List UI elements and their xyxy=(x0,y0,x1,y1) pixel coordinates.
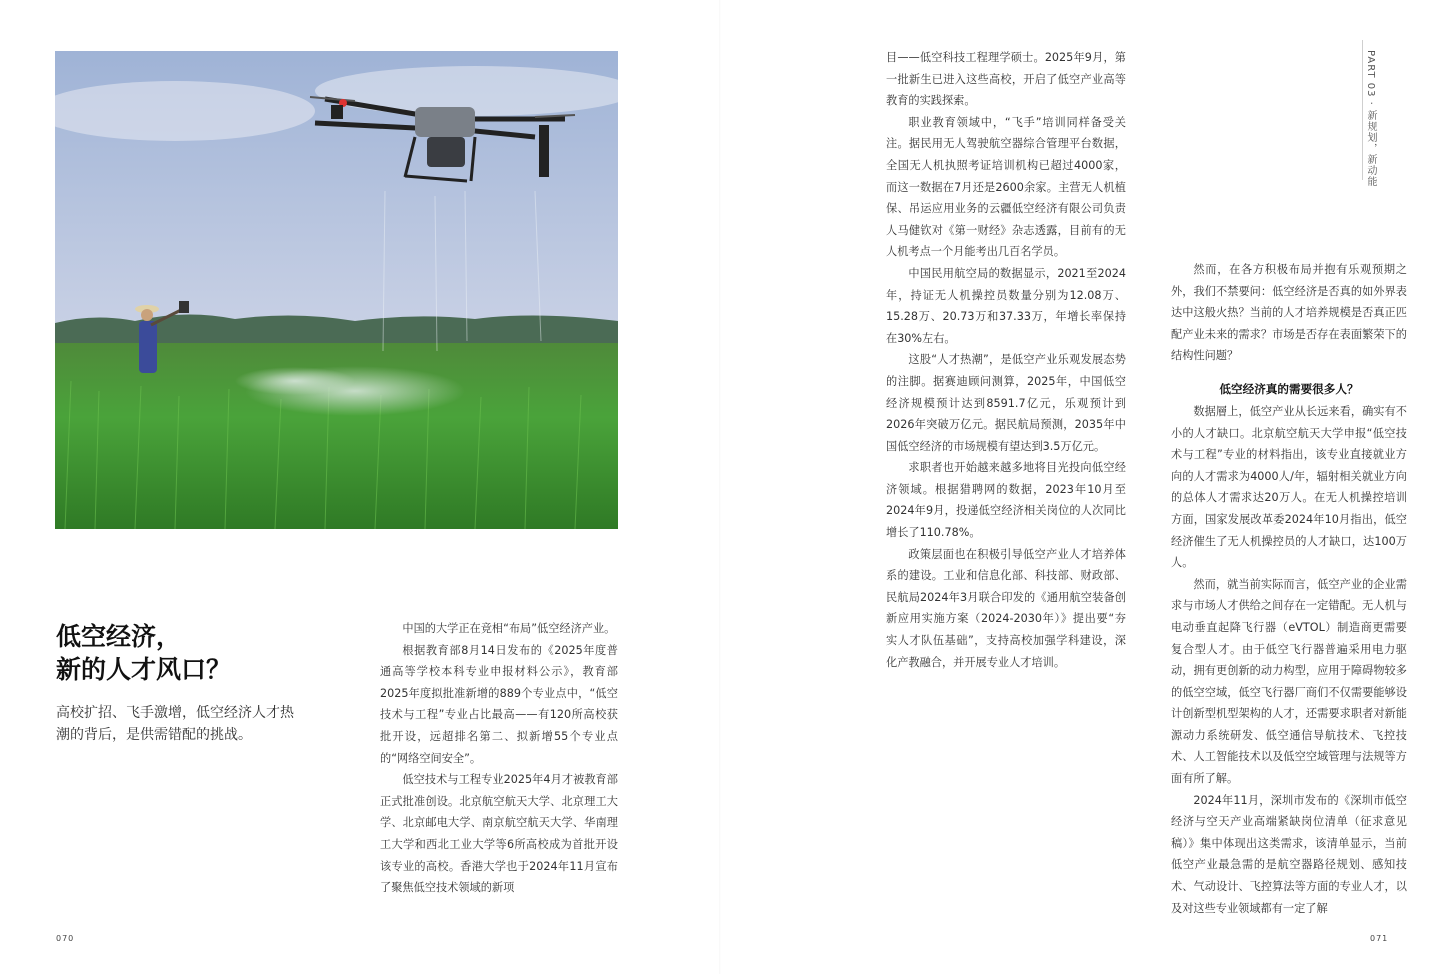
paragraph: 然而，在各方积极布局并抱有乐观预期之外，我们不禁要问：低空经济是否真的如外界表达中这般火热？当前的人才培养规模是否真正匹配产业未来的需求？市场是否存在表面繁荣下的结构性问题？ xyxy=(1171,263,1407,363)
right-text-column-2 xyxy=(1171,259,1407,919)
paragraph: 目——低空科技工程理学硕士。2025年9月，第一批新生已进入这些高校，开启了低空产业高等教育的实践探索。 xyxy=(886,51,1126,108)
right-page xyxy=(720,0,1440,974)
paragraph: 根据教育部8月14日发布的《2025年度普通高等学校本科专业申报材料公示》，教育部2025年度拟批准新增的889个专业点中，“低空技术与工程”专业占比最高——有120所高校获批开设，远超排名第二、拟新增55个专业点的“网络空间安全”。 xyxy=(380,643,618,765)
paragraph: 职业教育领域中，“飞手”培训同样备受关注。据民用无人驾驶航空器综合管理平台数据，全国无人机执照考证培训机构已超过4000家，而这一数据在7月还是2600余家。主营无人机植保、吊运应用业务的云疆低空经济有限公司负责人马健钦对《第一财经》杂志透露，目前有的无人机考点一个月能考出几百名学员。 xyxy=(886,115,1126,259)
section-heading: 低空经济真的需要很多人？ xyxy=(1219,381,1359,396)
paragraph: 中国的大学正在竞相“布局”低空经济产业。 xyxy=(402,622,616,635)
left-text-column xyxy=(380,618,618,918)
paragraph: 2024年11月，深圳市发布的《深圳市低空经济与空天产业高端紧缺岗位清单（征求意见稿）》集中体现出这类需求，该清单显示，当前低空产业最急需的是航空器路径规划、感知技术、气动设计、飞控算法等方面的专业人才，以及对这些专业领域都有一定了解 xyxy=(1171,793,1407,915)
paragraph: 中国民用航空局的数据显示，2021至2024年，持证无人机操控员数量分别为12.08万、15.28万、20.73万和37.33万，年增长率保持在30%左右。 xyxy=(886,266,1126,345)
article-subtitle: 高校扩招、飞手激增，低空经济人才热潮的背后，是供需错配的挑战。 xyxy=(56,705,294,743)
paragraph: 然而，就当前实际而言，低空产业的企业需求与市场人才供给之间存在一定错配。无人机与电动垂直起降飞行器（eVTOL）制造商更需要复合型人才。由于低空飞行器普遍采用电力驱动，拥有更创新的动力构型，应用于障碍物较多的低空空域，低空飞行器厂商们不仅需要能够设计创新型机型架构的人才，还需要求职者对新能源动力系统研发、低空通信导航技术、飞控技术、人工智能技术以及低空空域管理与法规等方面有所了解。 xyxy=(1171,577,1407,786)
paragraph: 数据層上，低空产业从长远来看，确实有不小的人才缺口。北京航空航天大学申报“低空技术与工程”专业的材料指出，该专业直接就业方向的人才需求为4000人/年，辐射相关就业方向的总体人才需求达20万人。在无人机操控培训方面，国家发展改革委2024年10月指出，低空经济催生了无人机操控员的人才缺口，达100万人。 xyxy=(1171,404,1407,570)
photo-illustration xyxy=(55,51,618,529)
right-text-column-1 xyxy=(886,47,1126,707)
title-line-2: 新的人才风口？ xyxy=(56,655,232,684)
article-title xyxy=(56,620,356,686)
paragraph: 这股“人才热潮”，是低空产业乐观发展态势的注脚。据赛迪顾问测算，2025年，中国低空经济规模预计达到8591.7亿元，乐观预计到2026年突破万亿元。据民航局预测，2035年中国低空经济的市场规模有望达到3.5万亿元。 xyxy=(886,353,1126,453)
section-side-label: PART 03 · 新规划，新动能 xyxy=(1365,50,1376,187)
paragraph: 求职者也开始越来越多地将目光投向低空经济领域。根据猎聘网的数据，2023年10月至2024年9月，投递低空经济相关岗位的人次同比增长了110.78%。 xyxy=(886,461,1126,540)
paragraph: 政策层面也在积极引导低空产业人才培养体系的建设。工业和信息化部、科技部、财政部、民航局2024年3月联合印发的《通用航空装备创新应用实施方案（2024-2030年）》提出要“夯实人才队伍基础”，支持高校加强学科建设，深化产教融合，并开展专业人才培训。 xyxy=(886,547,1126,669)
drone-over-rice-field-photo xyxy=(55,51,618,529)
page-number-right: 071 xyxy=(1370,934,1389,943)
page-number-left: 070 xyxy=(56,934,75,943)
title-line-1: 低空经济， xyxy=(56,622,182,651)
paragraph: 低空技术与工程专业2025年4月才被教育部正式批准创设。北京航空航天大学、北京理工大学、北京邮电大学、南京航空航天大学、华南理工大学和西北工业大学等6所高校成为首批开设该专业的高校。香港大学也于2024年11月宣布了聚焦低空技术领域的新项 xyxy=(380,773,618,895)
